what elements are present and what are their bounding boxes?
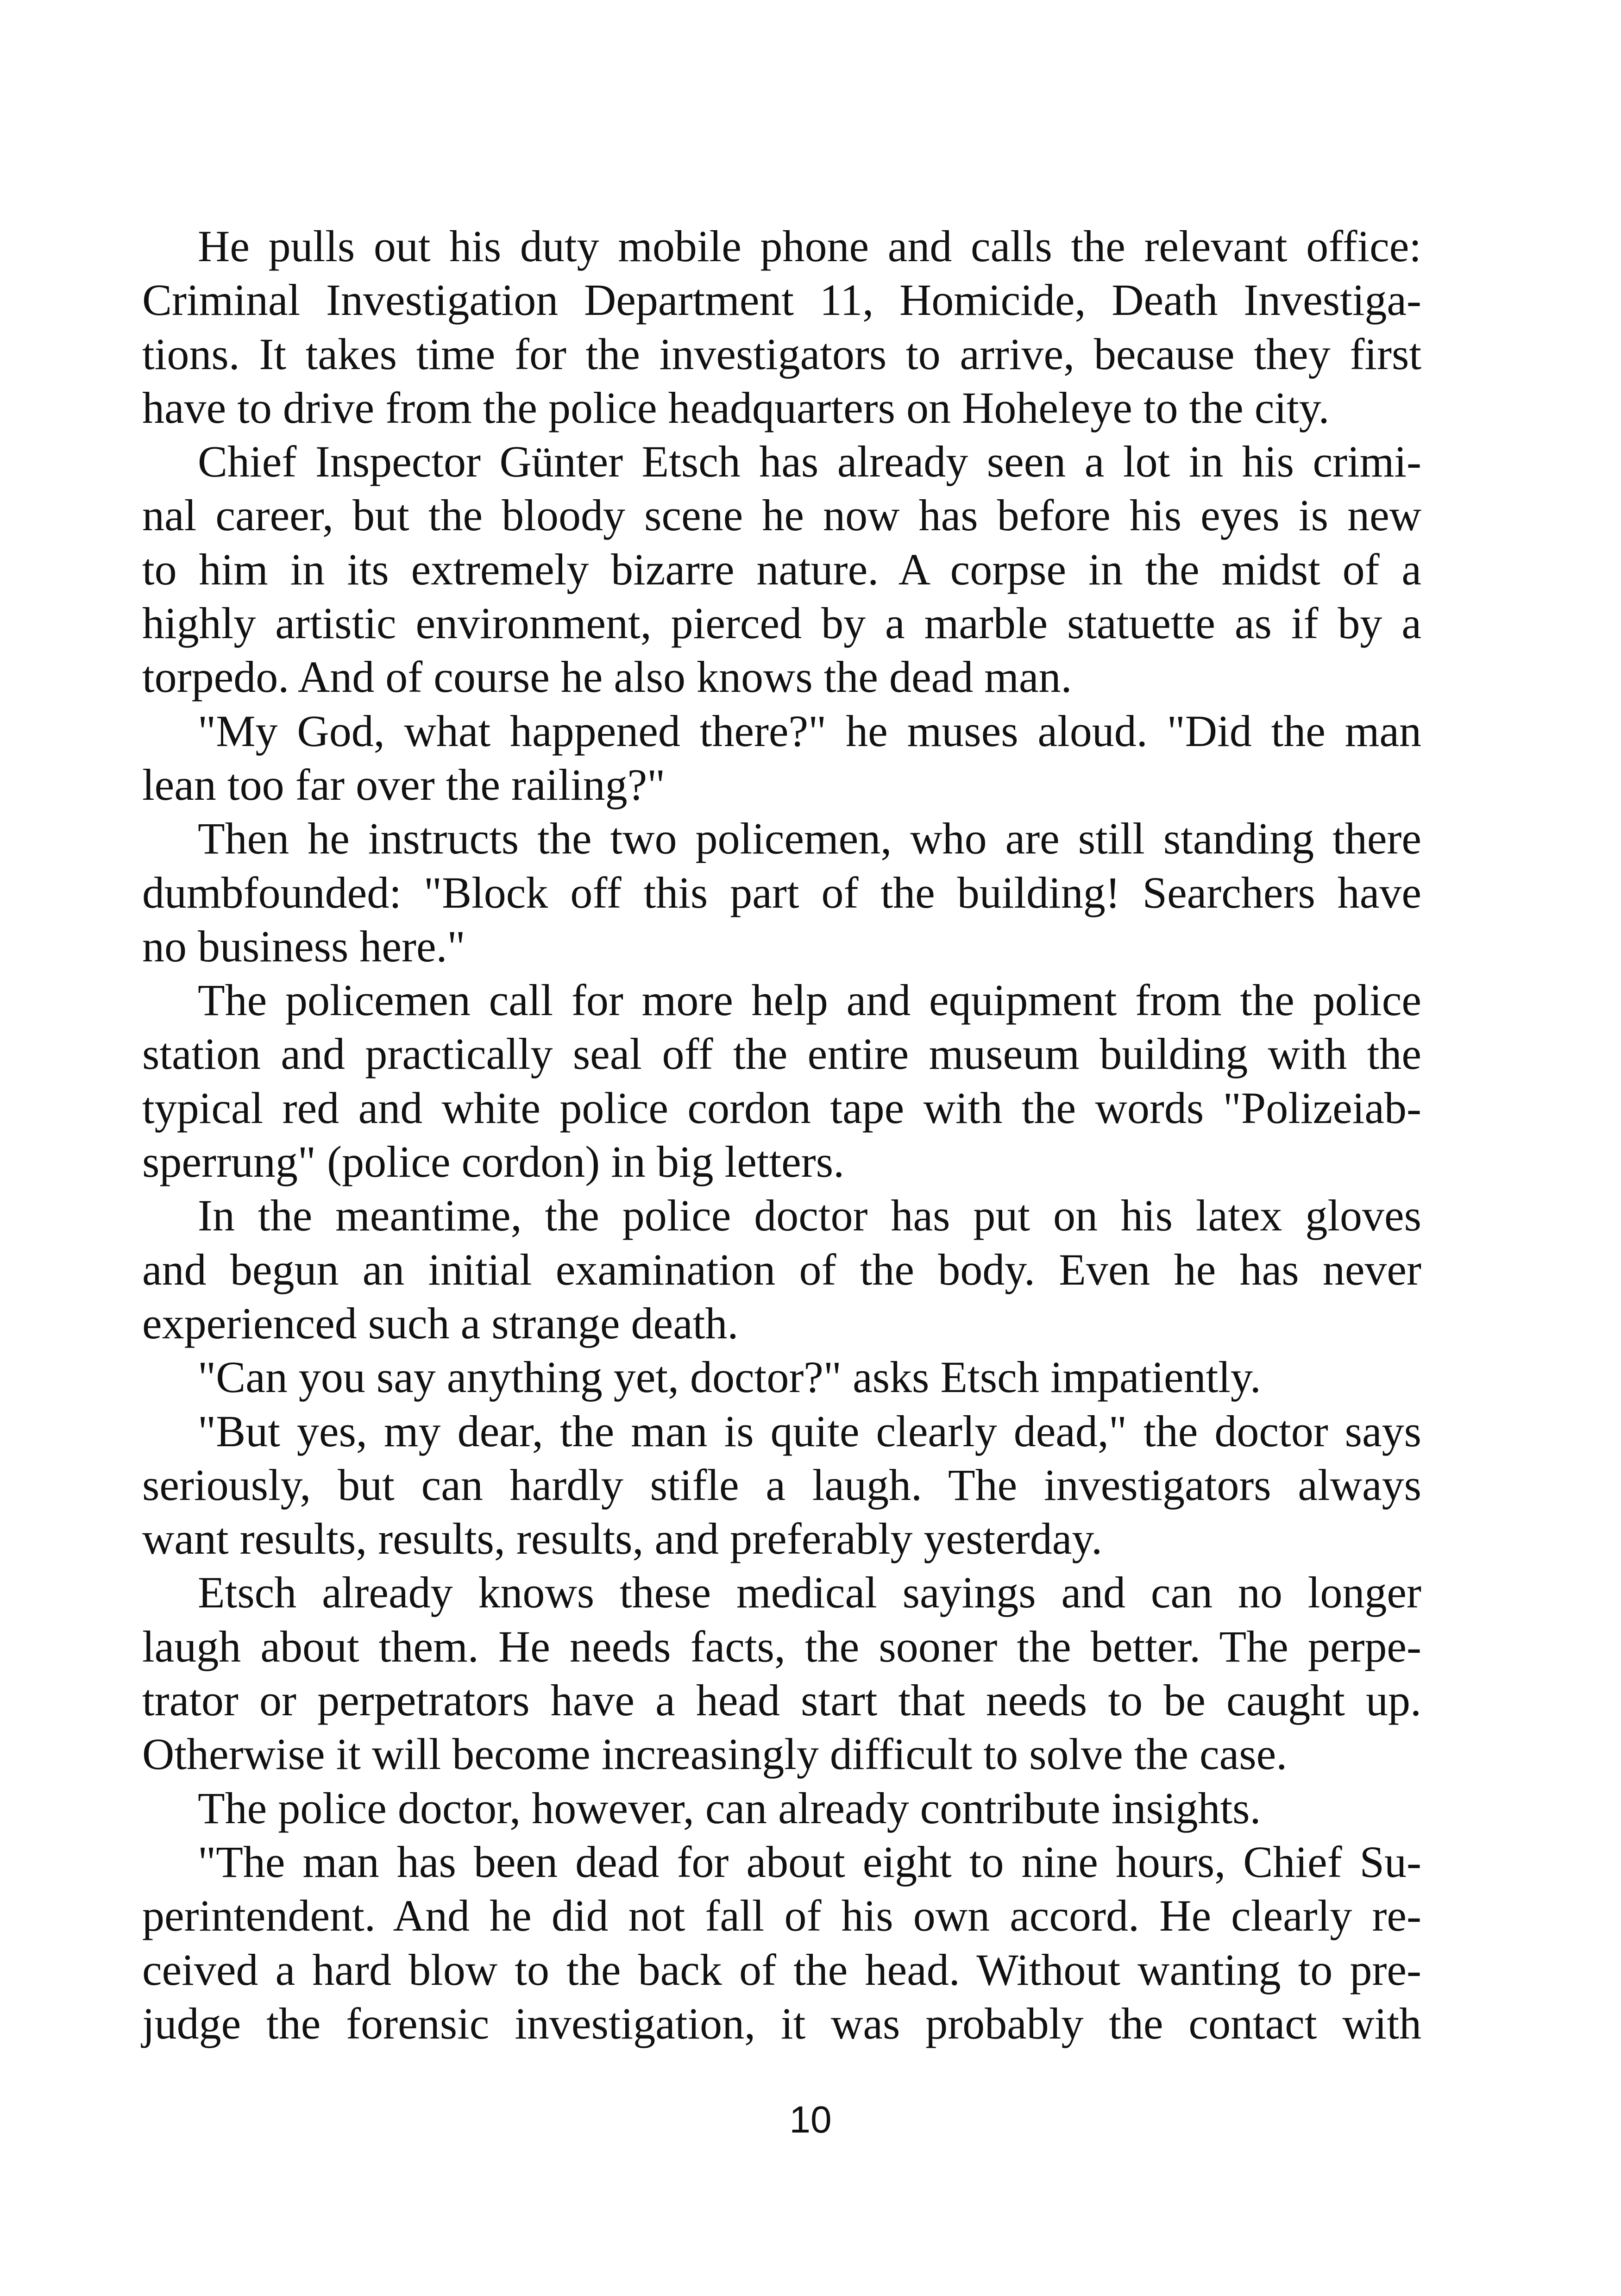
body-text: [142, 220, 1421, 2051]
text-line: Chief Inspector Günter Etsch has already seen a lot in his crimi-: [198, 437, 1421, 487]
text-line: trator or perpetrators have a head start that needs to be caught up.: [142, 1675, 1421, 1725]
text-line: highly artistic environment, pierced by a marble statuette as if by a: [142, 598, 1421, 648]
text-line: no business here.": [142, 921, 465, 971]
text-line: to him in its extremely bizarre nature. A corpse in the midst of a: [142, 544, 1421, 594]
text-line: tions. It takes time for the investigators to arrive, because they first: [142, 329, 1421, 379]
text-line: The police doctor, however, can already contribute insights.: [198, 1783, 1261, 1833]
text-line: lean too far over the railing?": [142, 759, 666, 809]
text-line: In the meantime, the police doctor has put on his latex gloves: [198, 1191, 1421, 1241]
text-line: Etsch already knows these medical sayings and can no longer: [198, 1568, 1421, 1618]
text-line: experienced such a strange death.: [142, 1298, 739, 1348]
text-line: sperrung" (police cordon) in big letters.: [142, 1137, 845, 1187]
text-line: and begun an initial examination of the body. Even he has never: [142, 1244, 1421, 1294]
text-line: dumbfounded: "Block off this part of the building! Searchers have: [142, 867, 1421, 917]
text-line: have to drive from the police headquarters on Hoheleye to the city.: [142, 383, 1330, 433]
text-line: judge the forensic investigation, it was probably the contact with: [142, 1998, 1421, 2048]
text-line: "But yes, my dear, the man is quite clearly dead," the doctor says: [198, 1406, 1421, 1456]
text-line: want results, results, results, and preferably yesterday.: [142, 1514, 1103, 1564]
text-line: perintendent. And he did not fall of his own accord. He clearly re-: [142, 1891, 1421, 1941]
text-line: The policemen call for more help and equipment from the police: [198, 975, 1421, 1025]
page-number: 10: [789, 2099, 832, 2141]
text-line: station and practically seal off the entire museum building with the: [142, 1029, 1421, 1079]
text-line: laugh about them. He needs facts, the sooner the better. The perpe-: [142, 1621, 1421, 1671]
text-line: typical red and white police cordon tape with the words "Polizeiab-: [142, 1083, 1421, 1133]
text-line: "The man has been dead for about eight to nine hours, Chief Su-: [198, 1837, 1421, 1887]
text-line: ceived a hard blow to the back of the head. Without wanting to pre-: [142, 1945, 1421, 1995]
text-line: torpedo. And of course he also knows the dead man.: [142, 652, 1072, 702]
text-line: "My God, what happened there?" he muses aloud. "Did the man: [198, 706, 1421, 756]
text-line: He pulls out his duty mobile phone and calls the relevant office:: [198, 221, 1421, 271]
text-line: Then he instructs the two policemen, who are still standing there: [198, 814, 1421, 864]
text-line: Otherwise it will become increasingly difficult to solve the case.: [142, 1729, 1288, 1779]
text-line: Criminal Investigation Department 11, Homicide, Death Investiga-: [142, 275, 1421, 325]
text-line: nal career, but the bloody scene he now has before his eyes is new: [142, 490, 1421, 540]
text-line: seriously, but can hardly stifle a laugh. The investigators always: [142, 1460, 1421, 1510]
text-line: "Can you say anything yet, doctor?" asks Etsch impatiently.: [198, 1352, 1261, 1402]
